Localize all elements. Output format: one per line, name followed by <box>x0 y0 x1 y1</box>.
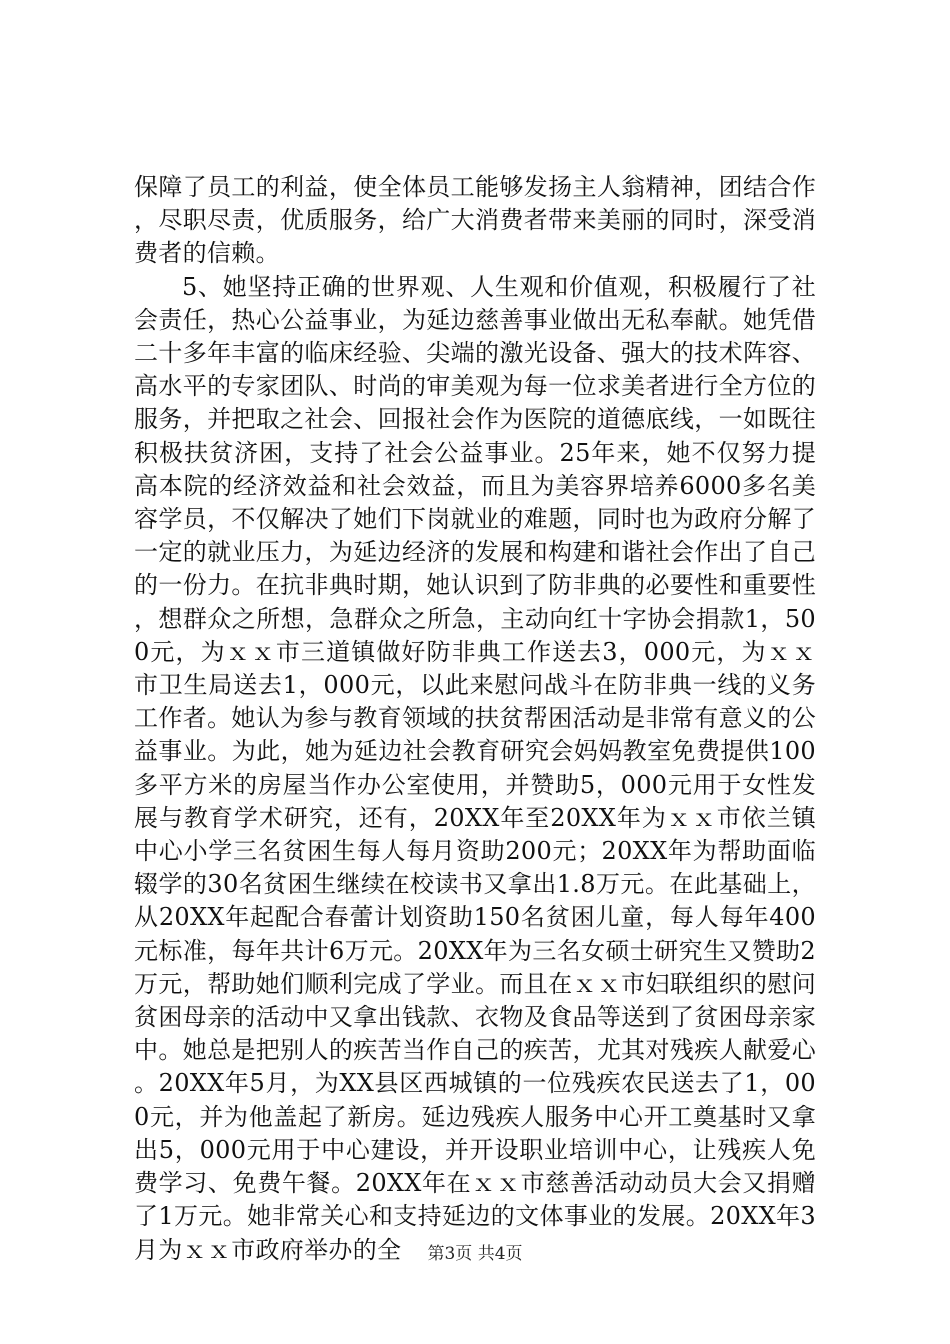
page-footer: 第3页 共4页 <box>427 1244 523 1264</box>
paragraph-item-5: 5、她坚持正确的世界观、人生观和价值观，积极履行了社会责任，热心公益事业，为延边慈善事业做出无私奉献。她凭借二十多年丰富的临床经验、尖端的激光设备、强大的技术阵容、高水平的专家团队、时尚的审美观为每一位求美者进行全方位的服务，并把取之社会、回报社会作为医院的道德底线，一如既往积极扶贫济困，支持了社会公益事业。25年来，她不仅努力提高本院的经济效益和社会效益，而且为美容界培养6000多名美容学员，不仅解决了她们下岗就业的难题，同时也为政府分解了一定的就业压力，为延边经济的发展和构建和谐社会作出了自己的一份力。在抗非典时期，她认识到了防非典的必要性和重要性，想群众之所想，急群众之所急，主动向红十字协会捐款1，500元，为ｘｘ市三道镇做好防非典工作送去3，000元，为ｘｘ市卫生局送去1，000元，以此来慰问战斗在防非典一线的义务工作者。她认为参与教育领域的扶贫帮困活动是非常有意义的公益事业。为此，她为延边社会教育研究会妈妈教室免费提供100多平方米的房屋当作办公室使用，并赞助5，000元用于女性发展与教育学术研究，还有，20XX年至20XX年为ｘｘ市依兰镇中心小学三名贫困生每人每月资助200元；20XX年为帮助面临辍学的30名贫困生继续在校读书又拿出1.8万元。在此基础上，从20XX年起配合春蕾计划资助150名贫困儿童，每人每年400元标准，每年共计6万元。20XX年为三名女硕士研究生又赞助2万元，帮助她们顺利完成了学业。而且在ｘｘ市妇联组织的慰问贫困母亲的活动中又拿出钱款、衣物及食品等送到了贫困母亲家中。她总是把别人的疾苦当作自己的疾苦，尤其对残疾人献爱心。20XX年5月，为XX县区西城镇的一位残疾农民送去了1，000元，并为他盖起了新房。延边残疾人服务中心开工奠基时又拿出5，000元用于中心建设，并开设职业培训中心，让残疾人免费学习、免费午餐。20XX年在ｘｘ市慈善活动动员大会又捐赠了1万元。她非常关心和支持延边的文体事业的发展。20XX年3月为ｘｘ市政府举办的全 <box>134 272 816 1264</box>
paragraph-continuation: 保障了员工的利益，使全体员工能够发扬主人翁精神，团结合作，尽职尽责，优质服务，给广大消费者带来美丽的同时，深受消费者的信赖。 <box>134 173 816 268</box>
document-body <box>134 171 816 1267</box>
